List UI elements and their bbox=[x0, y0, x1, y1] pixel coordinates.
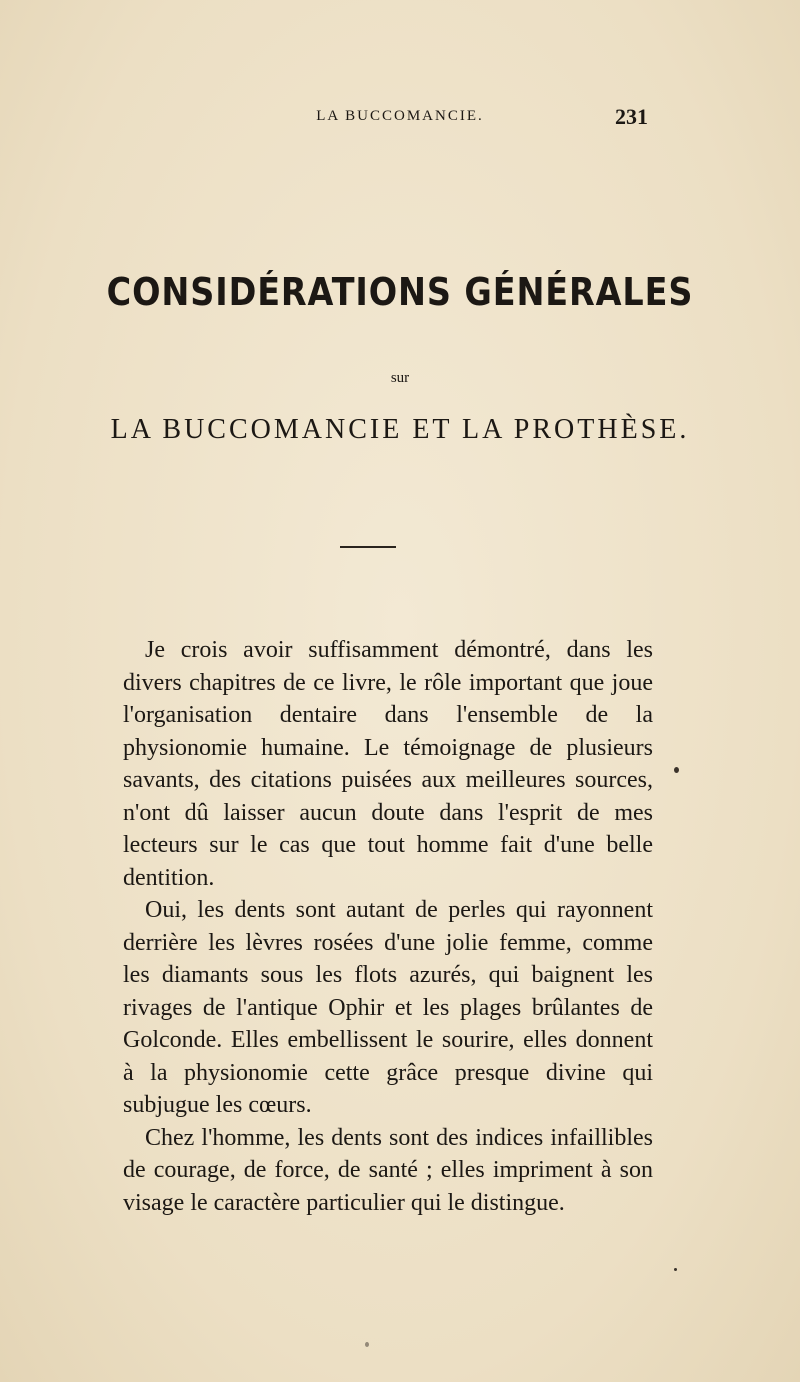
chapter-title: CONSIDÉRATIONS GÉNÉRALES bbox=[106, 270, 694, 314]
paragraph: Je crois avoir suffisamment démontré, dans les divers chapitres de ce livre, le rôle important que joue l'organisation dentaire dans l'ensemble de la physionomie humaine. Le témoignage de plusieurs savants, des citations puisées aux meilleures sources, n'ont dû laisser aucun doute dans l'esprit de mes lecteurs sur le cas que tout homme fait d'une belle dentition. bbox=[123, 637, 653, 891]
page-number: 231 bbox=[615, 104, 648, 129]
running-header bbox=[0, 104, 800, 134]
chapter-subtitle: LA BUCCOMANCIE ET LA PROTHÈSE. bbox=[110, 414, 690, 445]
running-title: LA BUCCOMANCIE. bbox=[316, 108, 484, 124]
ink-speck bbox=[674, 767, 679, 773]
paragraph: Chez l'homme, les dents sont des indices infaillibles de courage, de force, de santé ; elles impriment à son visage le caractère particulier qui le distingue. bbox=[123, 1124, 653, 1216]
ink-speck bbox=[674, 1268, 677, 1271]
ink-speck bbox=[365, 1342, 369, 1347]
body-text bbox=[123, 634, 653, 1219]
section-divider bbox=[340, 546, 396, 548]
title-connector: sur bbox=[390, 370, 410, 386]
paragraph: Oui, les dents sont autant de perles qui rayonnent derrière les lèvres rosées d'une jolie femme, comme les diamants sous les flots azurés, qui baignent les rivages de l'antique Ophir et les plages brûlantes de Golconde. Elles embellissent le sourire, elles donnent à la physionomie cette grâce presque divine qui subjugue les cœurs. bbox=[123, 897, 653, 1118]
